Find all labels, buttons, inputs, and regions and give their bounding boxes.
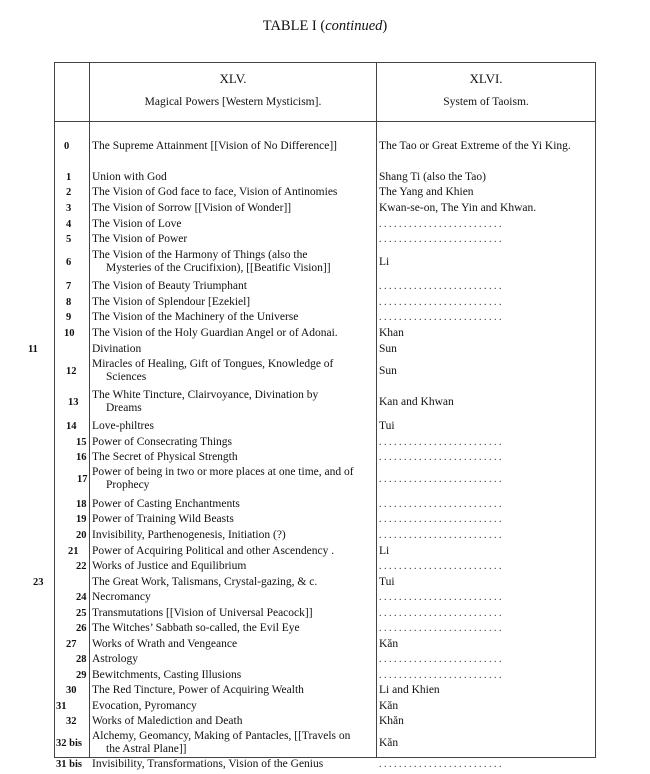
cell-line: The White Tincture, Clairvoyance, Divination by: [92, 389, 319, 401]
title-italic: continued: [325, 18, 383, 34]
taoism-cell: Kăn: [379, 638, 399, 650]
cell-line: Power of Consecrating Things: [92, 436, 233, 448]
magical-power-cell: [92, 730, 374, 756]
row-number: 5: [66, 234, 72, 245]
magical-power-cell: [92, 576, 374, 589]
dotted-leader: . . . . . . . . . . . . . . . . . . . . . . . . .: [379, 499, 502, 510]
col2-title: System of Taoism.: [443, 96, 529, 108]
taoism-cell: Li: [379, 256, 390, 268]
cell-line: Bewitchments, Casting Illusions: [92, 669, 242, 681]
cell-line: Power of Casting Enchantments: [92, 498, 240, 510]
magical-power-cell: [92, 218, 374, 231]
taoism-cell: Khan: [379, 327, 404, 339]
taoism-cell: Tui: [379, 576, 395, 588]
cell-line: Power of Acquiring Political and other Ascendency .: [92, 545, 335, 557]
cell-line: Mysteries of the Crucifixion), [[Beatific Vision]]: [106, 262, 331, 274]
row-number: 32 bis: [56, 738, 82, 749]
row-number: 12: [66, 366, 77, 377]
magical-power-cell: [92, 358, 374, 384]
taoism-cell: Khăn: [379, 715, 404, 727]
cell-line: The Vision of the Harmony of Things (also the: [92, 249, 308, 261]
cell-line: Power of being in two or more places at one time, and of: [92, 466, 354, 478]
row-number: 13: [68, 397, 79, 408]
row-number: 7: [66, 281, 72, 292]
row-number: 31: [56, 701, 67, 712]
dotted-leader: . . . . . . . . . . . . . . . . . . . . . . . . .: [379, 592, 502, 603]
cell-line: The Vision of Love: [92, 218, 182, 230]
row-number: 2: [66, 187, 72, 198]
cell-line: Necromancy: [92, 591, 151, 603]
dotted-leader: . . . . . . . . . . . . . . . . . . . . . . . . .: [379, 623, 502, 634]
dotted-leader: . . . . . . . . . . . . . . . . . . . . . . . . .: [379, 234, 502, 245]
row-number: 18: [76, 499, 87, 510]
magical-power-cell: [92, 669, 374, 682]
magical-power-cell: [92, 638, 374, 651]
cell-line: the Astral Plane]]: [106, 743, 187, 755]
taoism-cell: Sun: [379, 343, 397, 355]
magical-power-cell: [92, 513, 374, 526]
cell-line: The Vision of the Holy Guardian Angel or of Adonai.: [92, 327, 338, 339]
cell-line: Sciences: [106, 371, 147, 383]
magical-power-cell: [92, 451, 374, 464]
cell-line: The Vision of the Machinery of the Universe: [92, 311, 299, 323]
magical-power-cell: [92, 311, 374, 324]
cell-line: The Great Work, Talismans, Crystal-gazing, & c.: [92, 576, 318, 588]
cell-line: Prophecy: [106, 479, 150, 491]
row-number: 27: [66, 639, 77, 650]
taoism-cell: Shang Ti (also the Tao): [379, 171, 486, 183]
dotted-leader: . . . . . . . . . . . . . . . . . . . . . . . . .: [379, 514, 502, 525]
cell-line: Invisibility, Transformations, Vision of the Genius: [92, 758, 324, 770]
dotted-leader: . . . . . . . . . . . . . . . . . . . . . . . . .: [379, 437, 502, 448]
taoism-cell: Li: [379, 545, 390, 557]
cell-line: Power of Training Wild Beasts: [92, 513, 234, 525]
row-number: 3: [66, 203, 72, 214]
taoism-cell: Kăn: [379, 737, 399, 749]
cell-line: The Secret of Physical Strength: [92, 451, 238, 463]
taoism-cell: The Tao or Great Extreme of the Yi King.: [379, 140, 571, 152]
row-number: 19: [76, 514, 87, 525]
taoism-cell: Kăn: [379, 700, 399, 712]
dotted-leader: . . . . . . . . . . . . . . . . . . . . . . . . .: [379, 312, 502, 323]
row-number: 0: [64, 141, 70, 152]
dotted-leader: . . . . . . . . . . . . . . . . . . . . . . . . .: [379, 474, 502, 485]
cell-line: Alchemy, Geomancy, Making of Pantacles, [[Travels on: [92, 730, 351, 742]
magical-power-cell: [92, 343, 374, 356]
column-divider: [89, 121, 90, 757]
magical-power-cell: [92, 529, 374, 542]
magical-power-cell: [92, 280, 374, 293]
cell-line: The Vision of Power: [92, 233, 188, 245]
row-number: 22: [76, 561, 87, 572]
magical-power-cell: [92, 622, 374, 635]
magical-power-cell: [92, 545, 374, 558]
dotted-leader: . . . . . . . . . . . . . . . . . . . . . . . . .: [379, 561, 502, 572]
magical-power-cell: [92, 591, 374, 604]
cell-line: Miracles of Healing, Gift of Tongues, Knowledge of: [92, 358, 334, 370]
row-number: 1: [66, 172, 72, 183]
row-number: 11: [28, 344, 38, 355]
row-number: 23: [33, 577, 44, 588]
taoism-cell: Kan and Khwan: [379, 396, 454, 408]
row-number: 4: [66, 219, 72, 230]
dotted-leader: . . . . . . . . . . . . . . . . . . . . . . . . .: [379, 452, 502, 463]
row-number: 17: [77, 474, 88, 485]
magical-power-cell: [92, 653, 374, 666]
dotted-leader: . . . . . . . . . . . . . . . . . . . . . . . . .: [379, 608, 502, 619]
magical-power-cell: [92, 186, 374, 199]
row-number: 30: [66, 685, 77, 696]
magical-power-cell: [92, 171, 374, 184]
magical-power-cell: [92, 560, 374, 573]
magical-power-cell: [92, 140, 374, 153]
title-text: TABLE I (: [262, 18, 326, 34]
column-divider: [376, 121, 377, 757]
table-header: [54, 62, 596, 122]
taoism-cell: Tui: [379, 420, 395, 432]
header-col-xlvi: [377, 63, 595, 123]
header-col-xlv: [90, 63, 376, 123]
dotted-leader: . . . . . . . . . . . . . . . . . . . . . . . . .: [379, 530, 502, 541]
cell-line: The Supreme Attainment [[Vision of No Difference]]: [92, 140, 337, 152]
title-close: ): [382, 18, 388, 34]
row-number: 28: [76, 654, 87, 665]
cell-line: Astrology: [92, 653, 138, 665]
row-number: 24: [76, 592, 87, 603]
dotted-leader: . . . . . . . . . . . . . . . . . . . . . . . . .: [379, 281, 502, 292]
cell-line: The Red Tincture, Power of Acquiring Wealth: [92, 684, 304, 696]
magical-power-cell: [92, 700, 374, 713]
magical-power-cell: [92, 466, 374, 492]
cell-line: Works of Wrath and Vengeance: [92, 638, 238, 650]
row-number: 9: [66, 312, 72, 323]
magical-power-cell: [92, 436, 374, 449]
row-number: 25: [76, 608, 87, 619]
taoism-cell: Sun: [379, 365, 397, 377]
cell-line: Love-philtres: [92, 420, 154, 432]
magical-power-cell: [92, 249, 374, 275]
row-number: 29: [76, 670, 87, 681]
cell-line: Divination: [92, 343, 142, 355]
magical-power-cell: [92, 420, 374, 433]
magical-power-cell: [92, 233, 374, 246]
cell-line: Transmutations [[Vision of Universal Peacock]]: [92, 607, 313, 619]
cell-line: The Vision of Beauty Triumphant: [92, 280, 247, 292]
col1-number: XLV.: [219, 71, 247, 86]
dotted-leader: . . . . . . . . . . . . . . . . . . . . . . . . .: [379, 670, 502, 681]
row-number: 31 bis: [56, 759, 82, 770]
cell-line: Invisibility, Parthenogenesis, Initiation (?): [92, 529, 286, 541]
dotted-leader: . . . . . . . . . . . . . . . . . . . . . . . . .: [379, 759, 502, 770]
dotted-leader: . . . . . . . . . . . . . . . . . . . . . . . . .: [379, 219, 502, 230]
col2-number: XLVI.: [469, 71, 503, 86]
row-number: 8: [66, 297, 72, 308]
magical-power-cell: [92, 607, 374, 620]
magical-power-cell: [92, 715, 374, 728]
row-number: 32: [66, 716, 77, 727]
magical-power-cell: [92, 327, 374, 340]
cell-line: Works of Malediction and Death: [92, 715, 243, 727]
page-title: [0, 18, 650, 35]
col1-title: Magical Powers [Western Mysticism].: [144, 96, 322, 108]
row-number: 21: [68, 546, 79, 557]
cell-line: Dreams: [106, 402, 142, 414]
taoism-cell: Li and Khien: [379, 684, 440, 696]
cell-line: Works of Justice and Equilibrium: [92, 560, 247, 572]
row-number: 26: [76, 623, 87, 634]
cell-line: The Vision of Splendour [Ezekiel]: [92, 296, 251, 308]
taoism-cell: Kwan-se-on, The Yin and Khwan.: [379, 202, 537, 214]
taoism-cell: The Yang and Khien: [379, 186, 474, 198]
row-number: 16: [76, 452, 87, 463]
dotted-leader: . . . . . . . . . . . . . . . . . . . . . . . . .: [379, 654, 502, 665]
magical-power-cell: [92, 498, 374, 511]
magical-power-cell: [92, 202, 374, 215]
magical-power-cell: [92, 296, 374, 309]
row-number: 20: [76, 530, 87, 541]
cell-line: The Vision of God face to face, Vision of Antinomies: [92, 186, 338, 198]
row-number: 10: [64, 328, 75, 339]
dotted-leader: . . . . . . . . . . . . . . . . . . . . . . . . .: [379, 297, 502, 308]
row-number: 14: [66, 421, 77, 432]
cell-line: Union with God: [92, 171, 167, 183]
magical-power-cell: [92, 684, 374, 697]
row-number: 15: [76, 437, 87, 448]
cell-line: The Witches’ Sabbath so-called, the Evil Eye: [92, 622, 300, 634]
cell-line: The Vision of Sorrow [[Vision of Wonder]]: [92, 202, 292, 214]
row-number: 6: [66, 257, 72, 268]
magical-power-cell: [92, 758, 374, 771]
magical-power-cell: [92, 389, 374, 415]
cell-line: Evocation, Pyromancy: [92, 700, 197, 712]
